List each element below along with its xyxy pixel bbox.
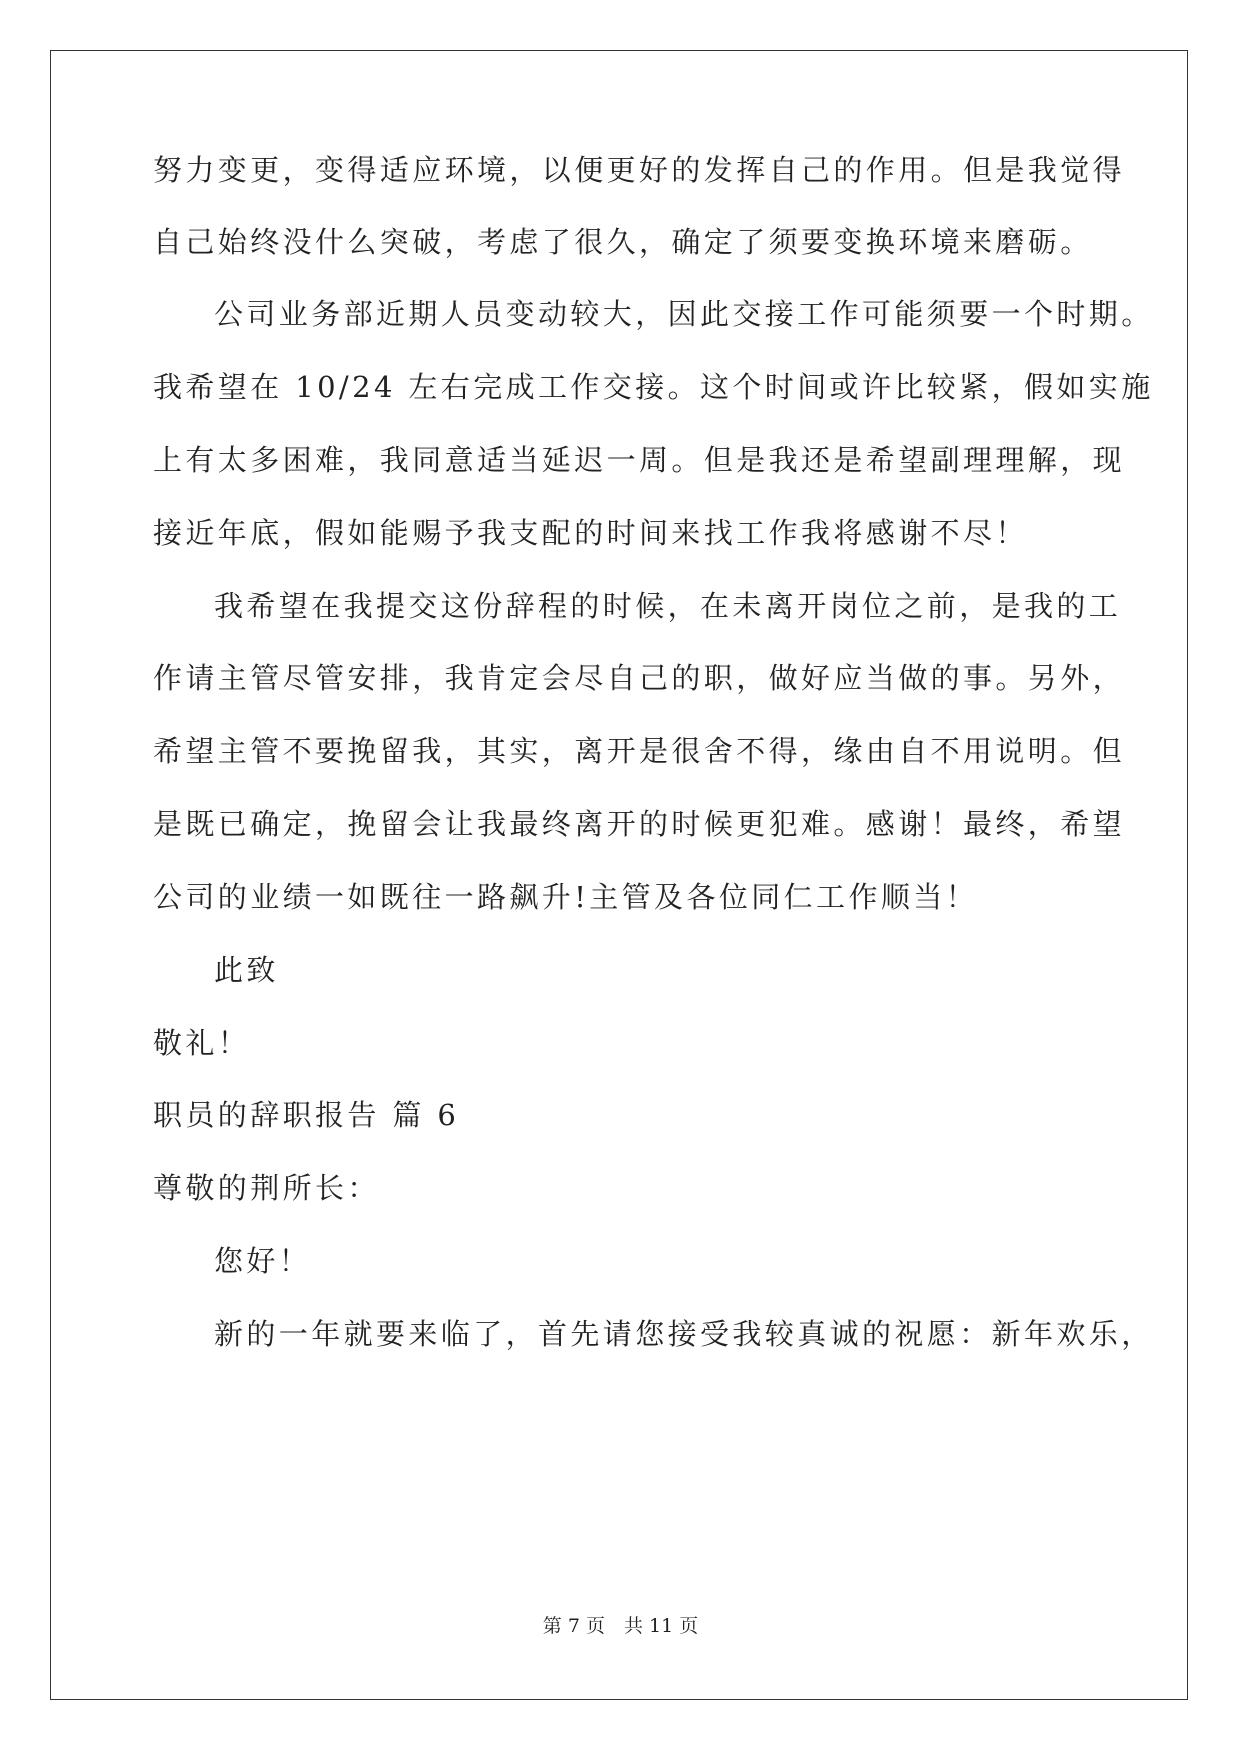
greeting-line: 您好！ bbox=[214, 1244, 312, 1278]
body-line: 公司的业绩一如既往一路飙升!主管及各位同仁工作顺当！ bbox=[153, 880, 979, 914]
body-line: 新的一年就要来临了，首先请您接受我较真诚的祝愿：新年欢乐， bbox=[214, 1317, 1154, 1351]
body-line: 自己始终没什么突破，考虑了很久，确定了须要变换环境来磨砺。 bbox=[153, 225, 1093, 259]
body-line: 上有太多困难，我同意适当延迟一周。但是我还是希望副理理解，现 bbox=[153, 443, 1126, 477]
closing-salutation: 此致 bbox=[214, 953, 279, 987]
body-line: 希望主管不要挽留我，其实，离开是很舍不得，缘由自不用说明。但 bbox=[153, 734, 1126, 768]
closing-regards: 敬礼！ bbox=[153, 1026, 251, 1060]
body-line: 作请主管尽管安排，我肯定会尽自己的职，做好应当做的事。另外， bbox=[153, 661, 1126, 695]
body-line: 我希望在 10/24 左右完成工作交接。这个时间或许比较紧，假如实施 bbox=[153, 370, 1154, 404]
body-line: 努力变更，变得适应环境，以便更好的发挥自己的作用。但是我觉得 bbox=[153, 153, 1126, 187]
body-line: 接近年底，假如能赐予我支配的时间来找工作我将感谢不尽！ bbox=[153, 516, 1028, 550]
body-line: 是既已确定，挽留会让我最终离开的时候更犯难。感谢！最终，希望 bbox=[153, 807, 1126, 841]
section-heading: 职员的辞职报告 篇 6 bbox=[153, 1098, 460, 1132]
body-line: 我希望在我提交这份辞程的时候，在未离开岗位之前，是我的工 bbox=[214, 589, 1122, 623]
body-line: 公司业务部近期人员变动较大，因此交接工作可能须要一个时期。 bbox=[214, 297, 1154, 331]
page-number: 第 7 页 共 11 页 bbox=[542, 1615, 699, 1637]
recipient-greeting: 尊敬的荆所长： bbox=[153, 1171, 380, 1205]
